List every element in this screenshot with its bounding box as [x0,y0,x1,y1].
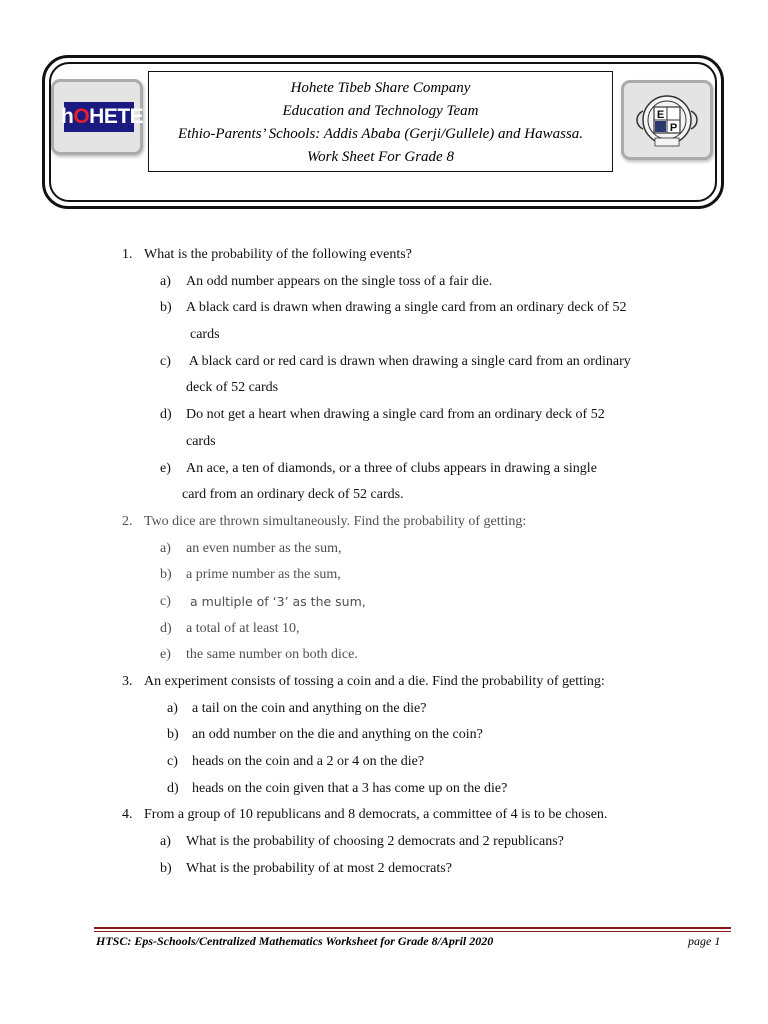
sub-question [0,539,768,566]
sub-question-mark: b) [160,567,172,583]
sub-question-mark: c) [160,353,171,369]
ethio-parents-school-emblem [633,89,701,151]
sub-question-text: What is the probability of choosing 2 democrats and 2 republicans? [186,834,564,850]
sub-question-text: a tail on the coin and anything on the die? [192,700,427,716]
question-number: 2. [122,513,133,529]
ethio-parents-school-logo [621,80,713,160]
question-text: Two dice are thrown simultaneously. Find the probability of getting: [144,513,527,529]
sub-question [0,645,768,672]
sub-question-text-continued: cards [190,327,220,343]
sub-question-mark: e) [160,460,171,476]
sub-question-mark: a) [160,273,171,289]
question-text: From a group of 10 republicans and 8 democrats, a committee of 4 is to be chosen. [144,807,608,823]
sub-question-text: What is the probability of at most 2 democrats? [186,860,452,876]
sub-question-text: a prime number as the sum, [186,567,341,583]
sub-question-text: the same number on both dice. [186,647,358,663]
sub-question-mark: c) [160,593,171,609]
team-name: Education and Technology Team [282,103,479,119]
sub-question-mark: a) [167,700,178,716]
sub-question-text: A black card or red card is drawn when drawing a single card from an ordinary [186,353,631,369]
sub-question-mark: e) [160,647,171,663]
question-number: 4. [122,807,133,823]
sub-question [0,272,768,299]
sub-question [0,459,768,512]
sub-question-mark: b) [160,860,172,876]
sub-question [0,592,768,619]
question-4 [0,805,768,885]
sub-question-text: an even number as the sum, [186,540,342,556]
sub-question [0,298,768,351]
sub-question [0,699,768,726]
sub-question-text: An odd number appears on the single toss of a fair die. [186,273,493,289]
question-text: What is the probability of the following events? [144,247,412,262]
question-number: 1. [122,247,133,262]
company-name: Hohete Tibeb Share Company [290,80,471,96]
footer-document-info: HTSC: Eps-Schools/Centralized Mathematics Worksheet for Grade 8/April 2020 [96,934,494,948]
sub-question [0,565,768,592]
sub-question-text: A black card is drawn when drawing a single card from an ordinary deck of 52 [186,300,627,316]
sub-question-mark: b) [167,727,179,743]
footer-rule-thin [94,931,731,932]
question-3 [0,672,768,805]
sub-question-text: heads on the coin and a 2 or 4 on the die? [192,754,425,770]
sub-question-mark: a) [160,834,171,850]
sub-question [0,405,768,458]
sub-question [0,619,768,646]
sub-question [0,352,768,405]
sub-question-text-continued: deck of 52 cards [186,380,279,396]
sub-question [0,832,768,859]
sub-question [0,779,768,806]
question-list [0,245,768,886]
sub-question-text: Do not get a heart when drawing a single card from an ordinary deck of 52 [186,407,605,423]
sub-question-mark: b) [160,300,172,316]
sub-question-mark: d) [167,780,179,796]
sub-question [0,859,768,886]
sub-question [0,725,768,752]
emblem-letter-p: P [669,122,678,134]
question-text: An experiment consists of tossing a coin and a die. Find the probability of getting: [144,674,605,689]
hohete-logo [51,79,143,155]
sub-question [0,752,768,779]
question-number: 3. [122,674,133,689]
worksheet-title: Work Sheet For Grade 8 [307,149,454,165]
page-number: page 1 [688,934,721,948]
sub-question-mark: d) [160,407,172,423]
sub-question-mark: d) [160,620,172,636]
sub-question-text-continued: card from an ordinary deck of 52 cards. [182,487,404,503]
schools-name: Ethio-Parents’ Schools: Addis Ababa (Gerji/Gullele) and Hawassa. [177,126,584,142]
sub-question-text: an odd number on the die and anything on the coin? [192,727,483,743]
question-1 [0,245,768,512]
sub-question-mark: c) [167,754,178,770]
sub-question-text: a multiple of ‘3’ as the sum, [186,593,366,609]
sub-question-text: An ace, a ten of diamonds, or a three of clubs appears in drawing a single [186,460,597,476]
sub-question-text: heads on the coin given that a 3 has come up on the die? [192,780,508,796]
emblem-letter-e: E [656,109,665,121]
sub-question-mark: a) [160,540,171,556]
question-2 [0,512,768,672]
sub-question-text: a total of at least 10, [186,620,300,636]
footer-rule [94,927,731,929]
sub-question-text-continued: cards [186,433,216,449]
hohete-logo-banner: hOHETE [64,102,134,132]
header-title-box [148,71,613,172]
